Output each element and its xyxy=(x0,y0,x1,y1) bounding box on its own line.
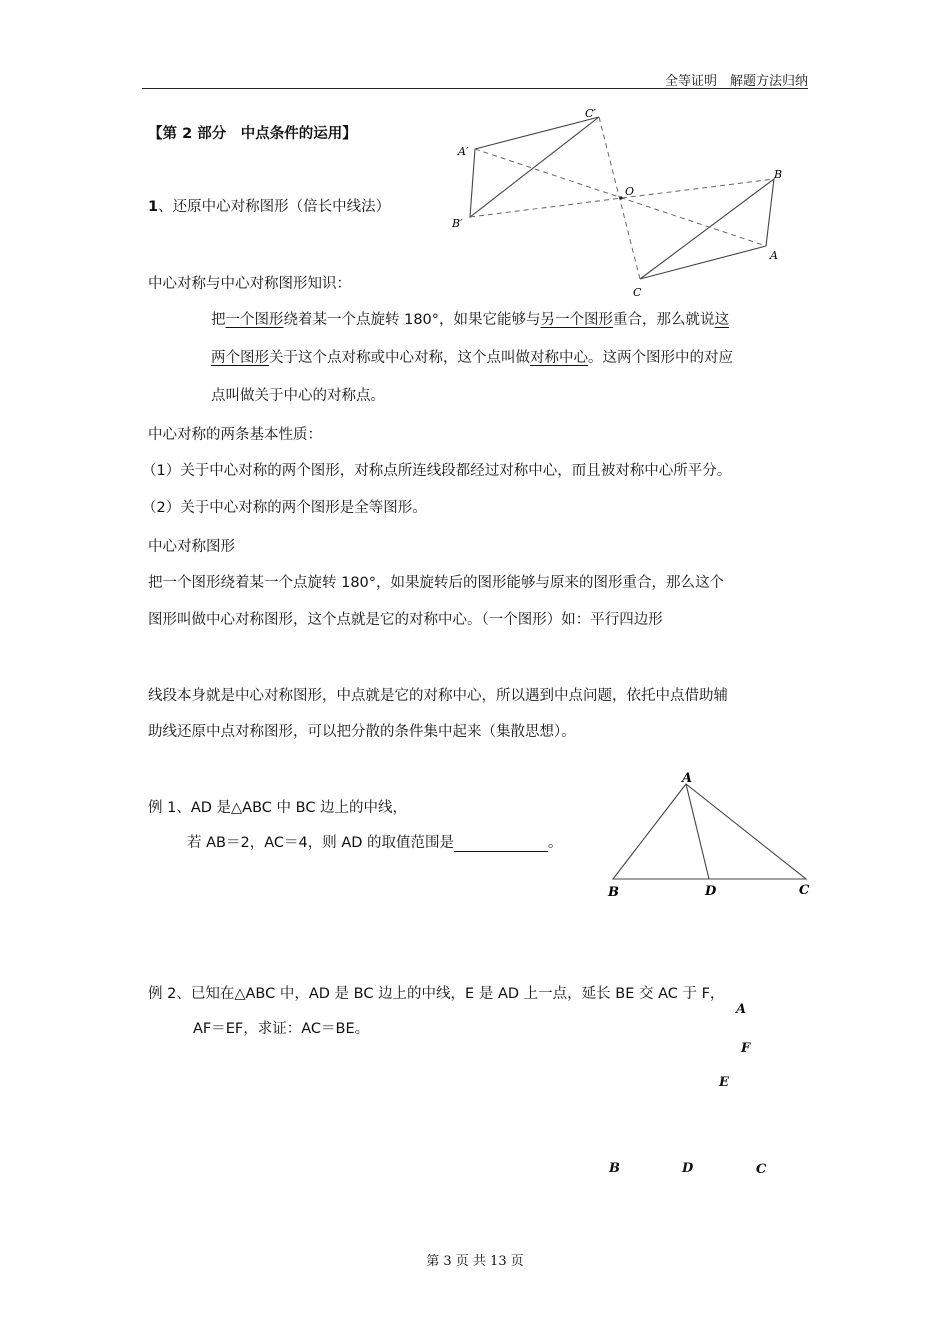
example-1-line-1: 例 1、AD 是△ABC 中 BC 边上的中线， xyxy=(148,800,408,816)
label-c: C xyxy=(799,883,810,898)
item-1-text: 、还原中心对称图形（倍长中线法） xyxy=(158,199,391,215)
segment-line-2: 助线还原中点对称图形，可以把分散的条件集中起来（集散思想）。 xyxy=(148,724,576,740)
label-c: C xyxy=(633,286,642,299)
def-text-5: 。这两个图形中的对应 xyxy=(588,350,733,366)
label-a-prime: A′ xyxy=(458,145,469,158)
knowledge-heading: 中心对称与中心对称图形知识： xyxy=(148,276,351,292)
fig3-label-a: A xyxy=(736,1002,747,1017)
section-title xyxy=(148,125,357,143)
def-underline-4: 对称中心 xyxy=(530,350,588,366)
running-header: 全等证明 解题方法归纳 xyxy=(664,74,808,89)
item-1-number: 1 xyxy=(148,199,159,215)
label-b: B xyxy=(608,885,619,900)
central-figure-heading: 中心对称图形 xyxy=(148,539,235,555)
label-d: D xyxy=(705,884,717,899)
fig3-label-b: B xyxy=(609,1161,620,1176)
central-def-line-1: 把一个图形绕着某一个点旋转 180°，如果旋转后的图形能够与原来的图形重合，那么这个 xyxy=(148,575,725,591)
example-2-line-1: 例 2、已知在△ABC 中，AD 是 BC 边上的中线，E 是 AD 上一点，延长 BE 交 AC 于 F， xyxy=(148,986,725,1002)
property-1: （1）关于中心对称的两个图形，对称点所连线段都经过对称中心，而且被对称中心所平分。 xyxy=(142,463,732,479)
label-a: A xyxy=(770,249,778,262)
example-1-period: 。 xyxy=(548,835,563,851)
header-rule xyxy=(142,88,808,89)
property-2: （2）关于中心对称的两个图形是全等图形。 xyxy=(142,500,427,516)
def-text-2: 绕着某一个点旋转 180°，如果它能够与 xyxy=(283,312,541,328)
def-underline-3b: 两个图形 xyxy=(211,350,269,366)
label-o: O xyxy=(625,185,635,198)
median-ad xyxy=(686,784,709,879)
central-symmetry-figure xyxy=(440,100,800,305)
label-c-prime: C′ xyxy=(585,107,596,120)
section-title-rest: 部分 中点条件的运用】 xyxy=(192,126,357,142)
item-1-heading xyxy=(148,198,390,216)
def-text-4: 关于这个点对称或中心对称，这个点叫做 xyxy=(269,350,530,366)
properties-heading: 中心对称的两条基本性质： xyxy=(148,427,322,443)
fig3-label-e: E xyxy=(719,1075,729,1090)
fig3-label-f: F xyxy=(741,1041,751,1056)
central-def-line-2: 图形叫做中心对称图形，这个点就是它的对称中心。（一个图形）如：平行四边形 xyxy=(148,612,663,628)
label-b: B xyxy=(774,168,783,181)
page-footer: 第 3 页 共 13 页 xyxy=(426,1254,524,1269)
triangle-original xyxy=(640,179,774,279)
example-2-line-2: AF＝EF，求证：AC＝BE。 xyxy=(193,1021,370,1037)
answer-blank[interactable] xyxy=(454,837,548,852)
label-a: A xyxy=(682,771,693,786)
def-underline-3a: 这 xyxy=(714,312,730,328)
section-title-open: 【第 xyxy=(148,126,183,142)
triangle-prime xyxy=(470,117,599,217)
segment-line-1: 线段本身就是中心对称图形，中点就是它的对称中心，所以遇到中点问题，依托中点借助辅 xyxy=(148,688,728,704)
def-text-1: 把 xyxy=(211,312,226,328)
example-1-line-2 xyxy=(187,834,563,852)
fig3-label-c: C xyxy=(756,1162,767,1177)
definition-line-3: 点叫做关于中心的对称点。 xyxy=(211,388,385,404)
definition-line-1 xyxy=(211,311,729,329)
label-b-prime: B′ xyxy=(452,217,463,230)
def-underline-1: 一个图形 xyxy=(225,312,284,328)
section-title-number: 2 xyxy=(182,126,193,142)
definition-line-2 xyxy=(211,349,733,367)
triangle-abc xyxy=(613,784,806,879)
def-text-3: 重合，那么就说 xyxy=(613,312,715,328)
example-1-triangle-figure xyxy=(600,768,820,903)
def-underline-2: 另一个图形 xyxy=(540,312,614,328)
example-1-question: 若 AB＝2，AC＝4，则 AD 的取值范围是 xyxy=(187,835,455,851)
center-point-o xyxy=(619,196,622,199)
fig3-label-d: D xyxy=(682,1161,694,1176)
